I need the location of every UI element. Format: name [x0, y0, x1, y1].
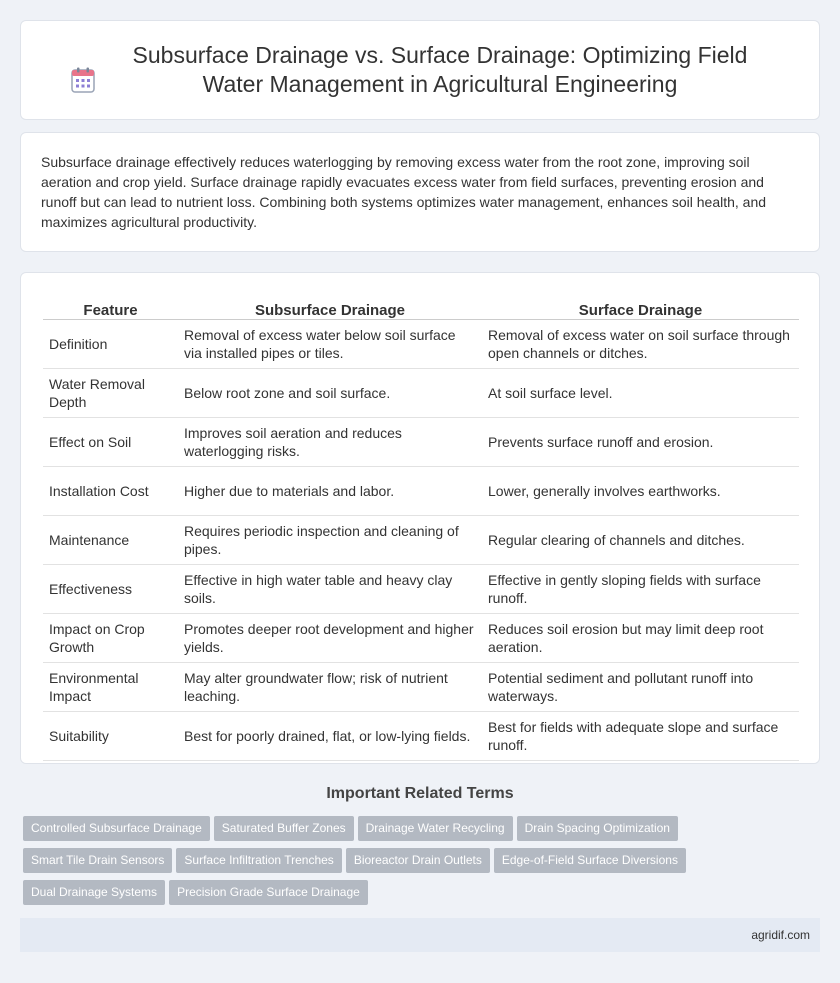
surface-cell: Effective in gently sloping fields with surface runoff. — [482, 564, 799, 613]
page-title: Subsurface Drainage vs. Surface Drainage: Optimizing Field Water Management in Agricultural Engineering — [132, 42, 748, 97]
feature-cell: Environmental Impact — [43, 662, 178, 711]
feature-cell: Maintenance — [43, 515, 178, 564]
subsurface-cell: Effective in high water table and heavy clay soils. — [178, 564, 482, 613]
subsurface-cell: Improves soil aeration and reduces waterlogging risks. — [178, 417, 482, 466]
feature-cell: Impact on Crop Growth — [43, 613, 178, 662]
table-row — [43, 613, 799, 662]
header-surface: Surface Drainage — [482, 295, 799, 319]
surface-cell: Reduces soil erosion but may limit deep root aeration. — [482, 613, 799, 662]
header-feature: Feature — [43, 295, 178, 319]
table-row — [43, 319, 799, 368]
feature-cell: Suitability — [43, 711, 178, 760]
feature-cell: Definition — [43, 319, 178, 368]
feature-cell: Effectiveness — [43, 564, 178, 613]
surface-cell: At soil surface level. — [482, 368, 799, 417]
table-row — [43, 368, 799, 417]
footer — [20, 918, 820, 952]
related-terms-list — [23, 816, 723, 912]
surface-cell: Removal of excess water on soil surface through open channels or ditches. — [482, 319, 799, 368]
feature-cell: Effect on Soil — [43, 417, 178, 466]
table-row — [43, 466, 799, 515]
subsurface-cell: Requires periodic inspection and cleaning of pipes. — [178, 515, 482, 564]
related-term-tag[interactable]: Drainage Water Recycling — [358, 816, 513, 841]
surface-cell: Best for fields with adequate slope and surface runoff. — [482, 711, 799, 760]
header-subsurface: Subsurface Drainage — [178, 295, 482, 319]
comparison-table — [43, 295, 799, 761]
comparison-card — [20, 272, 820, 764]
table-row — [43, 711, 799, 760]
related-term-tag[interactable]: Drain Spacing Optimization — [517, 816, 678, 841]
related-term-tag[interactable]: Dual Drainage Systems — [23, 880, 165, 905]
related-term-tag[interactable]: Precision Grade Surface Drainage — [169, 880, 368, 905]
summary-card — [20, 132, 820, 252]
subsurface-cell: Removal of excess water below soil surface via installed pipes or tiles. — [178, 319, 482, 368]
surface-cell: Prevents surface runoff and erosion. — [482, 417, 799, 466]
subsurface-cell: Below root zone and soil surface. — [178, 368, 482, 417]
related-term-tag[interactable]: Edge-of-Field Surface Diversions — [494, 848, 686, 873]
feature-cell: Installation Cost — [43, 466, 178, 515]
table-header-row — [43, 295, 799, 319]
related-terms-heading: Important Related Terms — [326, 785, 514, 802]
surface-cell: Regular clearing of channels and ditches. — [482, 515, 799, 564]
subsurface-cell: Best for poorly drained, flat, or low-lying fields. — [178, 711, 482, 760]
related-term-tag[interactable]: Smart Tile Drain Sensors — [23, 848, 172, 873]
table-row — [43, 515, 799, 564]
site-link[interactable]: agridif.com — [751, 928, 810, 942]
related-term-tag[interactable]: Controlled Subsurface Drainage — [23, 816, 210, 841]
subsurface-cell: Higher due to materials and labor. — [178, 466, 482, 515]
summary-text: Subsurface drainage effectively reduces waterlogging by removing excess water from the root zone, improving soil aeration and crop yield. Surface drainage rapidly evacuates excess water from field surfaces, preventing erosion and runoff but can lead to nutrient loss. Combining both systems optimizes water management, enhances soil health, and maximizes agricultural productivity. — [41, 154, 767, 230]
table-row — [43, 662, 799, 711]
title-card — [20, 20, 820, 120]
related-term-tag[interactable]: Saturated Buffer Zones — [214, 816, 354, 841]
related-term-tag[interactable]: Surface Infiltration Trenches — [176, 848, 341, 873]
surface-cell: Lower, generally involves earthworks. — [482, 466, 799, 515]
related-term-tag[interactable]: Bioreactor Drain Outlets — [346, 848, 490, 873]
surface-cell: Potential sediment and pollutant runoff into waterways. — [482, 662, 799, 711]
subsurface-cell: Promotes deeper root development and higher yields. — [178, 613, 482, 662]
table-row — [43, 417, 799, 466]
feature-cell: Water Removal Depth — [43, 368, 178, 417]
table-row — [43, 564, 799, 613]
subsurface-cell: May alter groundwater flow; risk of nutrient leaching. — [178, 662, 482, 711]
